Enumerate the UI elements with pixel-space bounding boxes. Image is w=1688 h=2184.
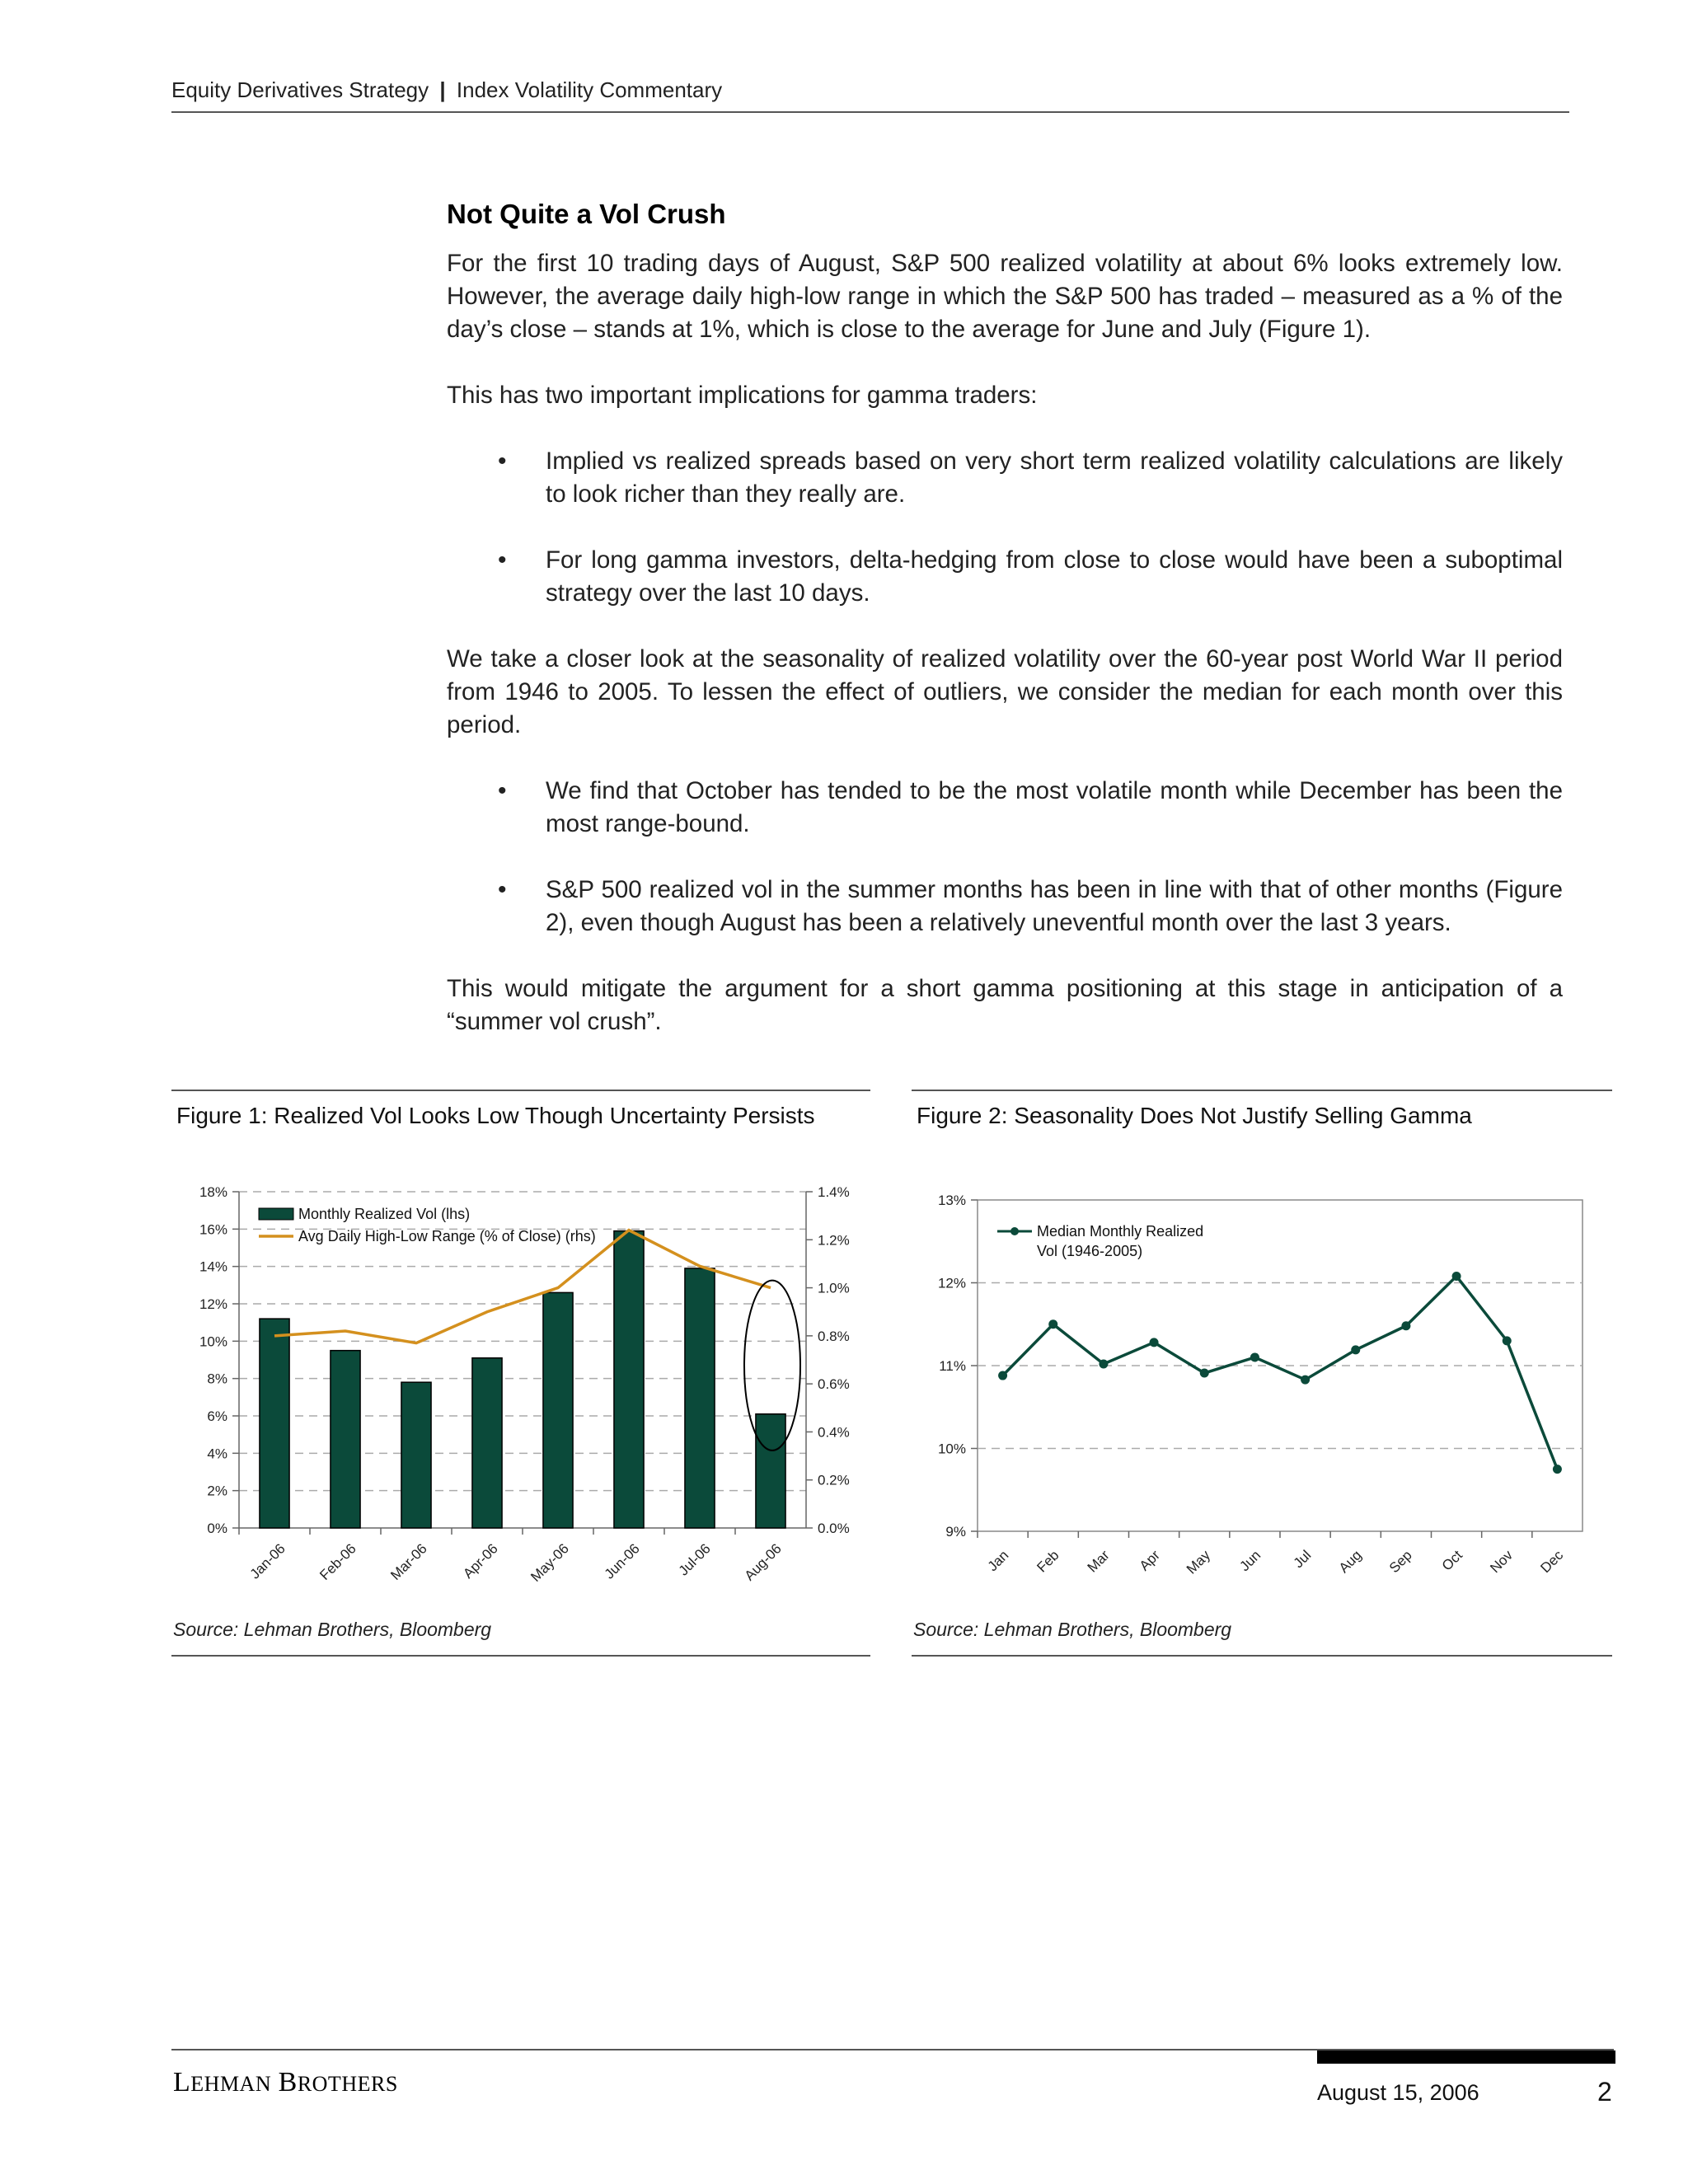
y-left-tick-label: 16% [199, 1221, 227, 1238]
list-item-text: For long gamma investors, delta-hedging from close to close would have been a suboptimal strategy over the last 10 days. [546, 546, 1563, 607]
y-right-tick-label: 0.4% [818, 1424, 850, 1441]
bullet-list-2 [447, 775, 1563, 940]
x-tick-label: Jun-06 [601, 1540, 643, 1582]
figure-2-chart [912, 1142, 1612, 1604]
data-point [1452, 1272, 1461, 1281]
list-item [447, 544, 1563, 610]
bar [260, 1319, 289, 1528]
y-left-tick-label: 6% [207, 1408, 227, 1424]
x-tick-label: Jan [984, 1547, 1012, 1575]
list-item [447, 445, 1563, 511]
data-point [1351, 1345, 1360, 1354]
x-tick-label: Jun [1236, 1547, 1264, 1575]
bar [401, 1382, 431, 1528]
y-tick-label: 9% [945, 1524, 966, 1540]
x-tick-label: Feb [1034, 1547, 1062, 1576]
y-right-tick-label: 1.4% [818, 1184, 850, 1200]
legend-bar-swatch [259, 1208, 293, 1220]
company-logo: LEHMAN BROTHERS [173, 2067, 398, 2097]
data-point [1250, 1352, 1259, 1361]
data-point [1200, 1369, 1209, 1378]
y-right-tick-label: 1.2% [818, 1232, 850, 1249]
figure-1-source: Source: Lehman Brothers, Bloomberg [173, 1619, 492, 1640]
bullet-list-1 [447, 445, 1563, 610]
data-point [1099, 1359, 1108, 1368]
paragraph-4: This would mitigate the argument for a short gamma positioning at this stage in anticipation of a “summer vol crush”. [447, 975, 1563, 1035]
y-right-tick-label: 0.8% [818, 1328, 850, 1344]
y-right-tick-label: 0.2% [818, 1472, 850, 1488]
paragraph-1: For the first 10 trading days of August, S&P 500 realized volatility at about 6% looks extremely low. However, the average daily high-low range in which the S&P 500 has traded – measured as a % of the day’s close – stands at 1%, which is close to the average for June and July (Figure 1). [447, 250, 1563, 343]
figure-2 [912, 1090, 1612, 1657]
y-left-tick-label: 10% [199, 1333, 227, 1350]
bar [614, 1231, 644, 1528]
legend-marker [1010, 1227, 1019, 1235]
y-left-tick-label: 8% [207, 1371, 227, 1387]
data-point [1301, 1376, 1310, 1385]
x-tick-label: Mar [1084, 1547, 1113, 1576]
y-tick-label: 12% [937, 1275, 966, 1291]
x-tick-label: Jan-06 [246, 1540, 288, 1582]
bar [472, 1358, 502, 1528]
header-separator: | [439, 77, 446, 102]
figure-1-title: Figure 1: Realized Vol Looks Low Though Uncertainty Persists [176, 1103, 815, 1128]
bar [685, 1268, 715, 1528]
running-header [171, 77, 1569, 113]
x-tick-label: Oct [1438, 1547, 1465, 1574]
x-tick-label: May-06 [528, 1540, 572, 1585]
y-left-tick-label: 18% [199, 1184, 227, 1200]
list-item [447, 874, 1563, 940]
data-point [1401, 1321, 1410, 1330]
y-right-tick-label: 0.0% [818, 1521, 850, 1536]
y-tick-label: 10% [937, 1441, 966, 1457]
x-tick-label: Aug-06 [741, 1540, 785, 1584]
data-point [1048, 1319, 1057, 1329]
figure-1-chart [171, 1142, 870, 1604]
footer-bar [1317, 2050, 1615, 2064]
list-item-text: S&P 500 realized vol in the summer months has been in line with that of other months (Figure 2), even though August has been a relatively uneventful month over the last 3 years. [546, 876, 1563, 936]
x-tick-label: Apr [1136, 1547, 1163, 1574]
y-right-tick-label: 0.6% [818, 1376, 850, 1393]
section-heading: Not Quite a Vol Crush [447, 199, 726, 229]
x-tick-label: Sep [1386, 1547, 1415, 1577]
data-point [1503, 1336, 1512, 1345]
header-section: Equity Derivatives Strategy [171, 77, 429, 102]
x-tick-label: Jul [1290, 1547, 1315, 1572]
x-tick-label: Feb-06 [316, 1540, 359, 1583]
y-left-tick-label: 2% [207, 1483, 227, 1499]
data-point [998, 1371, 1007, 1380]
paragraph-2: This has two important implications for gamma traders: [447, 382, 1038, 409]
x-tick-label: Apr-06 [460, 1540, 501, 1582]
bullet-icon: • [498, 546, 507, 574]
header-subsection: Index Volatility Commentary [456, 77, 723, 102]
legend-label: Median Monthly Realized [1037, 1223, 1204, 1240]
list-item-text: We find that October has tended to be the most volatile month while December has been the most range-bound. [546, 777, 1563, 837]
list-item-text: Implied vs realized spreads based on very short term realized volatility calculations are likely to look richer than they really are. [546, 448, 1563, 508]
legend-label: Monthly Realized Vol (lhs) [298, 1206, 471, 1222]
figure-1 [171, 1090, 870, 1657]
figure-2-source: Source: Lehman Brothers, Bloomberg [913, 1619, 1232, 1640]
bullet-icon: • [498, 777, 507, 804]
x-tick-label: Mar-06 [387, 1540, 430, 1583]
series-line-median-vol [1003, 1276, 1558, 1469]
y-left-tick-label: 12% [199, 1296, 227, 1312]
publication-date: August 15, 2006 [1317, 2080, 1479, 2105]
legend-label: Avg Daily High-Low Range (% of Close) (rhs) [298, 1228, 596, 1244]
legend-label: Vol (1946-2005) [1037, 1243, 1143, 1259]
y-tick-label: 13% [937, 1193, 966, 1208]
y-left-tick-label: 4% [207, 1446, 227, 1462]
bar [331, 1351, 360, 1528]
data-point [1150, 1338, 1159, 1347]
page-number: 2 [1597, 2077, 1612, 2107]
bullet-icon: • [498, 448, 507, 475]
y-left-tick-label: 14% [199, 1258, 227, 1275]
bar [543, 1292, 573, 1528]
x-tick-label: Aug [1335, 1547, 1365, 1577]
x-tick-label: Nov [1487, 1547, 1517, 1577]
x-tick-label: Jul-06 [675, 1540, 714, 1579]
article-body [447, 198, 1563, 1071]
bullet-icon: • [498, 876, 507, 903]
x-tick-label: Dec [1537, 1547, 1567, 1577]
list-item [447, 775, 1563, 841]
y-left-tick-label: 0% [207, 1521, 227, 1536]
bar [756, 1414, 785, 1528]
x-tick-label: May [1183, 1547, 1214, 1577]
data-point [1553, 1465, 1562, 1474]
figure-2-title: Figure 2: Seasonality Does Not Justify Selling Gamma [917, 1103, 1472, 1128]
paragraph-3: We take a closer look at the seasonality of realized volatility over the 60-year post World War II period from 1946 to 2005. To lessen the effect of outliers, we consider the median for each month over this period. [447, 645, 1563, 738]
y-right-tick-label: 1.0% [818, 1280, 850, 1296]
y-tick-label: 11% [939, 1358, 966, 1374]
